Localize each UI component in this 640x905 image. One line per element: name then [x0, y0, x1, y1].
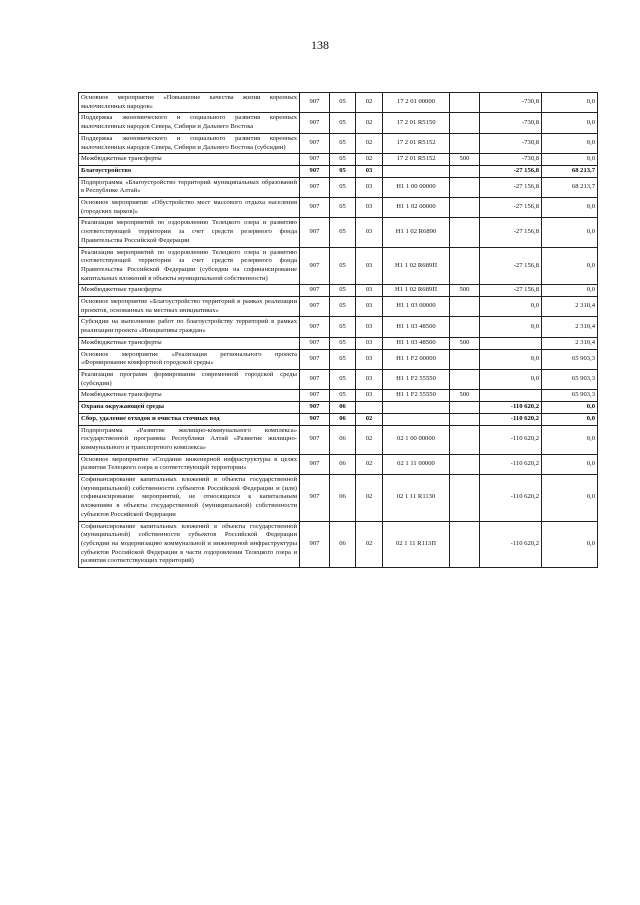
cell-expense-type — [450, 113, 480, 133]
table-row — [79, 337, 598, 349]
cell-subsection: 03 — [356, 297, 383, 317]
cell-expense-type — [450, 425, 480, 454]
cell-grbs: 907 — [300, 247, 330, 285]
page-number: 138 — [311, 38, 329, 52]
cell-name: Основное мероприятие «Благоустройство территорий в рамках реализации проектов, основанных на местных инициативах» — [79, 297, 300, 317]
cell-amount-1: -730,8 — [480, 93, 542, 113]
cell-amount-1 — [480, 390, 542, 402]
cell-grbs: 907 — [300, 337, 330, 349]
cell-section: 06 — [330, 454, 356, 474]
cell-expense-type — [450, 198, 480, 218]
cell-amount-2: 0,0 — [542, 425, 598, 454]
cell-amount-2: 2 310,4 — [542, 297, 598, 317]
cell-expense-type — [450, 247, 480, 285]
cell-amount-2: 0,0 — [542, 413, 598, 425]
cell-expense-type: 500 — [450, 154, 480, 166]
cell-expense-type — [450, 369, 480, 389]
cell-amount-2: 0,0 — [542, 218, 598, 247]
cell-amount-1: -27 156,8 — [480, 177, 542, 197]
cell-section: 05 — [330, 133, 356, 153]
cell-amount-2: 0,0 — [542, 247, 598, 285]
cell-subsection: 03 — [356, 317, 383, 337]
cell-amount-2: 0,0 — [542, 93, 598, 113]
cell-grbs: 907 — [300, 218, 330, 247]
cell-target-article — [383, 413, 450, 425]
cell-name: Подпрограмма «Благоустройство территорий муниципальных образований в Республике Алтай» — [79, 177, 300, 197]
cell-amount-1 — [480, 337, 542, 349]
cell-subsection: 02 — [356, 425, 383, 454]
cell-amount-2: 68 213,7 — [542, 165, 598, 177]
cell-expense-type — [450, 475, 480, 522]
cell-grbs: 907 — [300, 475, 330, 522]
cell-name: Благоустройство — [79, 165, 300, 177]
cell-expense-type: 500 — [450, 285, 480, 297]
table-row — [79, 390, 598, 402]
cell-grbs: 907 — [300, 521, 330, 568]
cell-subsection: 03 — [356, 369, 383, 389]
cell-grbs: 907 — [300, 454, 330, 474]
table-row — [79, 475, 598, 522]
cell-section: 06 — [330, 413, 356, 425]
cell-target-article: 17 2 01 R5150 — [383, 113, 450, 133]
cell-subsection: 03 — [356, 177, 383, 197]
cell-section: 06 — [330, 475, 356, 522]
cell-amount-1: 0,0 — [480, 317, 542, 337]
cell-amount-1: 0,0 — [480, 297, 542, 317]
cell-grbs: 907 — [300, 113, 330, 133]
cell-section: 05 — [330, 198, 356, 218]
cell-target-article: Н1 1 00 00000 — [383, 177, 450, 197]
table-row — [79, 177, 598, 197]
cell-section: 05 — [330, 218, 356, 247]
cell-name: Подпрограмма «Развитие жилищно-коммунального комплекса» государственной программы Республики Алтай «Развитие жилищно-коммунального и транспортного комплекса» — [79, 425, 300, 454]
cell-amount-2: 2 310,4 — [542, 337, 598, 349]
cell-target-article: 02 1 11 00000 — [383, 454, 450, 474]
cell-grbs: 907 — [300, 177, 330, 197]
cell-subsection: 03 — [356, 337, 383, 349]
cell-amount-2: 0,0 — [542, 154, 598, 166]
cell-amount-2: 0,0 — [542, 521, 598, 568]
table-row — [79, 198, 598, 218]
cell-target-article: Н1 1 02 R689П — [383, 247, 450, 285]
cell-amount-1: -110 620,2 — [480, 425, 542, 454]
cell-subsection: 03 — [356, 285, 383, 297]
cell-grbs: 907 — [300, 402, 330, 414]
cell-expense-type — [450, 317, 480, 337]
cell-target-article: Н1 1 02 00000 — [383, 198, 450, 218]
cell-target-article: Н1 1 03 48500 — [383, 317, 450, 337]
cell-subsection: 03 — [356, 390, 383, 402]
cell-target-article: Н1 1 F2 55550 — [383, 390, 450, 402]
cell-name: Поддержка экономического и социального развития коренных малочисленных народов Севера, Сибири и Дальнего Востока — [79, 113, 300, 133]
cell-name: Межбюджетные трансферты — [79, 390, 300, 402]
cell-grbs: 907 — [300, 93, 330, 113]
cell-section: 06 — [330, 402, 356, 414]
cell-grbs: 907 — [300, 165, 330, 177]
cell-subsection: 03 — [356, 165, 383, 177]
table-row — [79, 349, 598, 369]
table-body — [79, 93, 598, 568]
cell-target-article: 02 1 11 R113П — [383, 521, 450, 568]
cell-expense-type: 500 — [450, 390, 480, 402]
cell-amount-2: 0,0 — [542, 475, 598, 522]
cell-grbs: 907 — [300, 390, 330, 402]
cell-subsection: 02 — [356, 454, 383, 474]
cell-amount-1: -110 620,2 — [480, 454, 542, 474]
cell-grbs: 907 — [300, 285, 330, 297]
table-row — [79, 317, 598, 337]
cell-expense-type — [450, 349, 480, 369]
cell-section: 05 — [330, 285, 356, 297]
cell-amount-2: 2 310,4 — [542, 317, 598, 337]
cell-section: 05 — [330, 369, 356, 389]
table-row — [79, 285, 598, 297]
cell-subsection: 03 — [356, 218, 383, 247]
cell-section: 05 — [330, 154, 356, 166]
cell-target-article: 17 2 01 R5152 — [383, 154, 450, 166]
table-row — [79, 165, 598, 177]
cell-expense-type — [450, 93, 480, 113]
table-row — [79, 218, 598, 247]
table-row — [79, 425, 598, 454]
cell-grbs: 907 — [300, 413, 330, 425]
cell-grbs: 907 — [300, 349, 330, 369]
cell-amount-1: -730,8 — [480, 133, 542, 153]
cell-expense-type — [450, 521, 480, 568]
cell-amount-2: 0,0 — [542, 113, 598, 133]
cell-amount-1: -730,8 — [480, 113, 542, 133]
cell-subsection: 02 — [356, 413, 383, 425]
cell-subsection: 03 — [356, 247, 383, 285]
cell-target-article: Н1 1 02 R689П — [383, 285, 450, 297]
cell-amount-1: -27 156,8 — [480, 247, 542, 285]
table-row — [79, 402, 598, 414]
table-row — [79, 297, 598, 317]
cell-expense-type — [450, 454, 480, 474]
cell-amount-2: 65 903,3 — [542, 390, 598, 402]
budget-table — [78, 92, 598, 568]
cell-name: Охрана окружающей среды — [79, 402, 300, 414]
cell-subsection: 02 — [356, 475, 383, 522]
table-row — [79, 247, 598, 285]
cell-target-article — [383, 165, 450, 177]
cell-grbs: 907 — [300, 425, 330, 454]
cell-target-article: Н1 1 03 48500 — [383, 337, 450, 349]
table-row — [79, 413, 598, 425]
cell-name: Основное мероприятие «Создание инженерной инфраструктуры в целях развития Телецкого озера и соответствующей территории» — [79, 454, 300, 474]
cell-subsection — [356, 402, 383, 414]
cell-amount-1: -27 156,8 — [480, 198, 542, 218]
cell-target-article: Н1 1 F2 00000 — [383, 349, 450, 369]
cell-name: Межбюджетные трансферты — [79, 337, 300, 349]
cell-grbs: 907 — [300, 154, 330, 166]
cell-expense-type — [450, 297, 480, 317]
table-row — [79, 154, 598, 166]
cell-target-article: 02 1 00 00000 — [383, 425, 450, 454]
cell-amount-2: 0,0 — [542, 285, 598, 297]
cell-target-article — [383, 402, 450, 414]
cell-name: Реализация мероприятий по оздоровлению Телецкого озера и развитию соответствующей территории за счет средств резервного фонда Правительства Российской Федерации — [79, 218, 300, 247]
cell-subsection: 03 — [356, 198, 383, 218]
cell-target-article: Н1 1 F2 55550 — [383, 369, 450, 389]
cell-expense-type — [450, 177, 480, 197]
table-row — [79, 369, 598, 389]
cell-subsection: 02 — [356, 154, 383, 166]
cell-amount-2: 68 213,7 — [542, 177, 598, 197]
cell-subsection: 03 — [356, 349, 383, 369]
cell-amount-1: -730,8 — [480, 154, 542, 166]
cell-amount-1: -110 620,2 — [480, 413, 542, 425]
cell-section: 05 — [330, 93, 356, 113]
cell-section: 05 — [330, 297, 356, 317]
cell-name: Основное мероприятие «Обустройство мест массового отдыха населения (городских парков)» — [79, 198, 300, 218]
cell-section: 05 — [330, 165, 356, 177]
cell-grbs: 907 — [300, 297, 330, 317]
cell-subsection: 02 — [356, 521, 383, 568]
cell-amount-1: -27 156,8 — [480, 165, 542, 177]
cell-section: 06 — [330, 521, 356, 568]
cell-section: 05 — [330, 317, 356, 337]
cell-target-article: 02 1 11 R1130 — [383, 475, 450, 522]
cell-amount-1: -110 620,2 — [480, 521, 542, 568]
table-row — [79, 93, 598, 113]
cell-grbs: 907 — [300, 133, 330, 153]
cell-grbs: 907 — [300, 369, 330, 389]
cell-name: Основное мероприятие «Повышение качества жизни коренных малочисленных народов» — [79, 93, 300, 113]
cell-amount-2: 0,0 — [542, 402, 598, 414]
cell-target-article: Н1 1 03 00000 — [383, 297, 450, 317]
cell-section: 05 — [330, 390, 356, 402]
cell-name: Реализация программ формирования современной городской среды (субсидии) — [79, 369, 300, 389]
cell-name: Межбюджетные трансферты — [79, 154, 300, 166]
cell-expense-type — [450, 133, 480, 153]
cell-name: Софинансирование капитальных вложений в объекты государственной (муниципальной) собственности субъектов Российской Федерации (субсидии на модернизацию коммунальной и инженерной инфраструктуры субъектов Российской Федерации в части оздоровления Телецкого озера и развития соответствующих территорий) — [79, 521, 300, 568]
cell-amount-1: -110 620,2 — [480, 475, 542, 522]
cell-name: Поддержка экономического и социального развития коренных малочисленных народов Севера, Сибири и Дальнего Востока (субсидии) — [79, 133, 300, 153]
cell-name: Софинансирование капитальных вложений в объекты государственной (муниципальной) собственности субъектов Российской Федерации и (или) софинансирование мероприятий, не относящихся к капитальным вложениям в объекты государственной (муниципальной) собственности субъектов Российской Федерации — [79, 475, 300, 522]
cell-section: 05 — [330, 247, 356, 285]
table-row — [79, 133, 598, 153]
cell-amount-2: 0,0 — [542, 133, 598, 153]
cell-amount-1: -27 156,8 — [480, 218, 542, 247]
cell-name: Субсидии на выполнение работ по благоустройству территорий в рамках реализации проекта «Инициативы граждан» — [79, 317, 300, 337]
cell-grbs: 907 — [300, 198, 330, 218]
cell-name: Реализация мероприятий по оздоровлению Телецкого озера и развитию соответствующей территории за счет средств резервного фонда Правительства Российской Федерации (субсидии на софинансирование капитальных вложений в объекты муниципальной собственности) — [79, 247, 300, 285]
cell-amount-2: 0,0 — [542, 454, 598, 474]
cell-amount-1: -27 156,8 — [480, 285, 542, 297]
cell-amount-1: -110 620,2 — [480, 402, 542, 414]
cell-section: 05 — [330, 113, 356, 133]
cell-target-article: Н1 1 02 R6890 — [383, 218, 450, 247]
cell-section: 06 — [330, 425, 356, 454]
cell-name: Основное мероприятие «Реализация регионального проекта «Формирование комфортной городской среды» — [79, 349, 300, 369]
cell-expense-type — [450, 413, 480, 425]
cell-section: 05 — [330, 349, 356, 369]
cell-expense-type — [450, 218, 480, 247]
cell-amount-2: 0,0 — [542, 198, 598, 218]
cell-amount-2: 65 903,3 — [542, 349, 598, 369]
cell-amount-1: 0,0 — [480, 369, 542, 389]
cell-amount-1: 0,0 — [480, 349, 542, 369]
cell-target-article: 17 2 01 R5152 — [383, 133, 450, 153]
cell-expense-type — [450, 402, 480, 414]
cell-subsection: 02 — [356, 113, 383, 133]
cell-section: 05 — [330, 177, 356, 197]
cell-amount-2: 65 903,3 — [542, 369, 598, 389]
cell-target-article: 17 2 01 00000 — [383, 93, 450, 113]
cell-name: Межбюджетные трансферты — [79, 285, 300, 297]
table-row — [79, 113, 598, 133]
cell-name: Сбор, удаление отходов и очистка сточных вод — [79, 413, 300, 425]
cell-subsection: 02 — [356, 133, 383, 153]
cell-expense-type: 500 — [450, 337, 480, 349]
table-row — [79, 521, 598, 568]
cell-grbs: 907 — [300, 317, 330, 337]
cell-expense-type — [450, 165, 480, 177]
cell-section: 05 — [330, 337, 356, 349]
cell-subsection: 02 — [356, 93, 383, 113]
table-row — [79, 454, 598, 474]
